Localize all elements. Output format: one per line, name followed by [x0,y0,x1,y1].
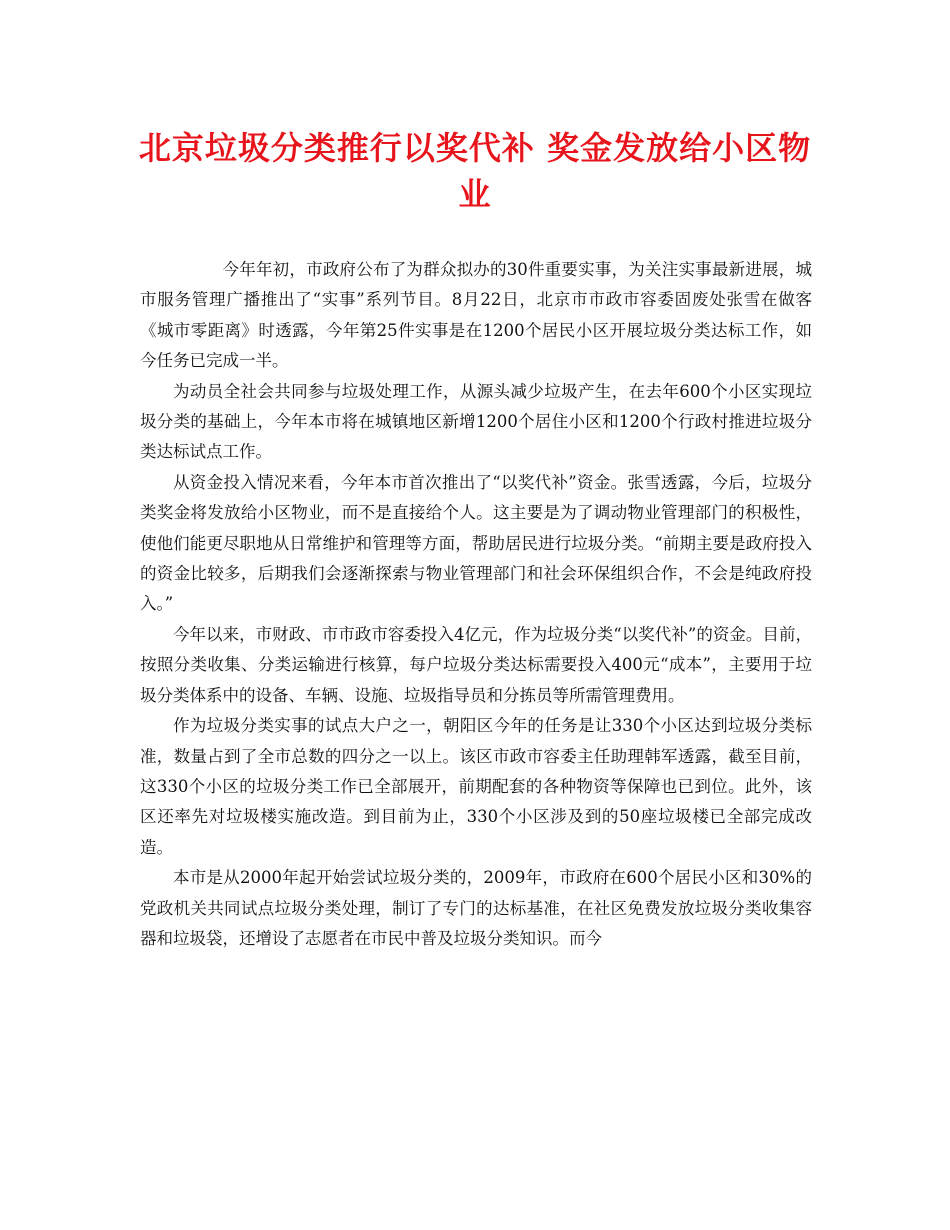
paragraph-2: 为动员全社会共同参与垃圾处理工作，从源头减少垃圾产生，在去年600个小区实现垃圾分类的基础上，今年本市将在城镇地区新增1200个居住小区和1200个行政村推进垃圾分类达标试点工作。 [140,381,812,462]
article-title: 北京垃圾分类推行以奖代补 奖金发放给小区物业 [138,129,812,213]
paragraph-4: 今年以来，市财政、市市政市容委投入4亿元，作为垃圾分类“以奖代补”的资金。目前，按照分类收集、分类运输进行核算，每户垃圾分类达标需要投入400元“成本”，主要用于垃圾分类体系中的设备、车辆、设施、垃圾指导员和分拣员等所需管理费用。 [140,624,812,705]
paragraph-1: 今年年初，市政府公布了为群众拟办的30件重要实事，为关注实事最新进展，城市服务管理广播推出了“实事”系列节目。8月22日，北京市市政市容委固废处张雪在做客《城市零距离》时透露，今年第25件实事是在1200个居民小区开展垃圾分类达标工作，如今任务已完成一半。 [140,260,812,371]
paragraph-6: 本市是从2000年起开始尝试垃圾分类的，2009年，市政府在600个居民小区和30%的党政机关共同试点垃圾分类处理，制订了专门的达标基准，在社区免费发放垃圾分类收集容器和垃圾袋，还增设了志愿者在市民中普及垃圾分类知识。而今 [140,868,812,948]
paragraph-5: 作为垃圾分类实事的试点大户之一，朝阳区今年的任务是让330个小区达到垃圾分类标准，数量占到了全市总数的四分之一以上。该区市政市容委主任助理韩军透露，截至目前，这330个小区的垃圾分类工作已全部展开，前期配套的各种物资等保障也已到位。此外，该区还率先对垃圾楼实施改造。到目前为止，330个小区涉及到的50座垃圾楼已全部完成改造。 [140,716,812,857]
paragraph-3: 从资金投入情况来看，今年本市首次推出了“以奖代补”资金。张雪透露，今后，垃圾分类奖金将发放给小区物业，而不是直接给个人。这主要是为了调动物业管理部门的积极性，使他们能更尽职地从日常维护和管理等方面，帮助居民进行垃圾分类。“前期主要是政府投入的资金比较多，后期我们会逐渐探索与物业管理部门和社会环保组织合作，不会是纯政府投入。” [140,472,812,614]
article-body [140,255,812,954]
